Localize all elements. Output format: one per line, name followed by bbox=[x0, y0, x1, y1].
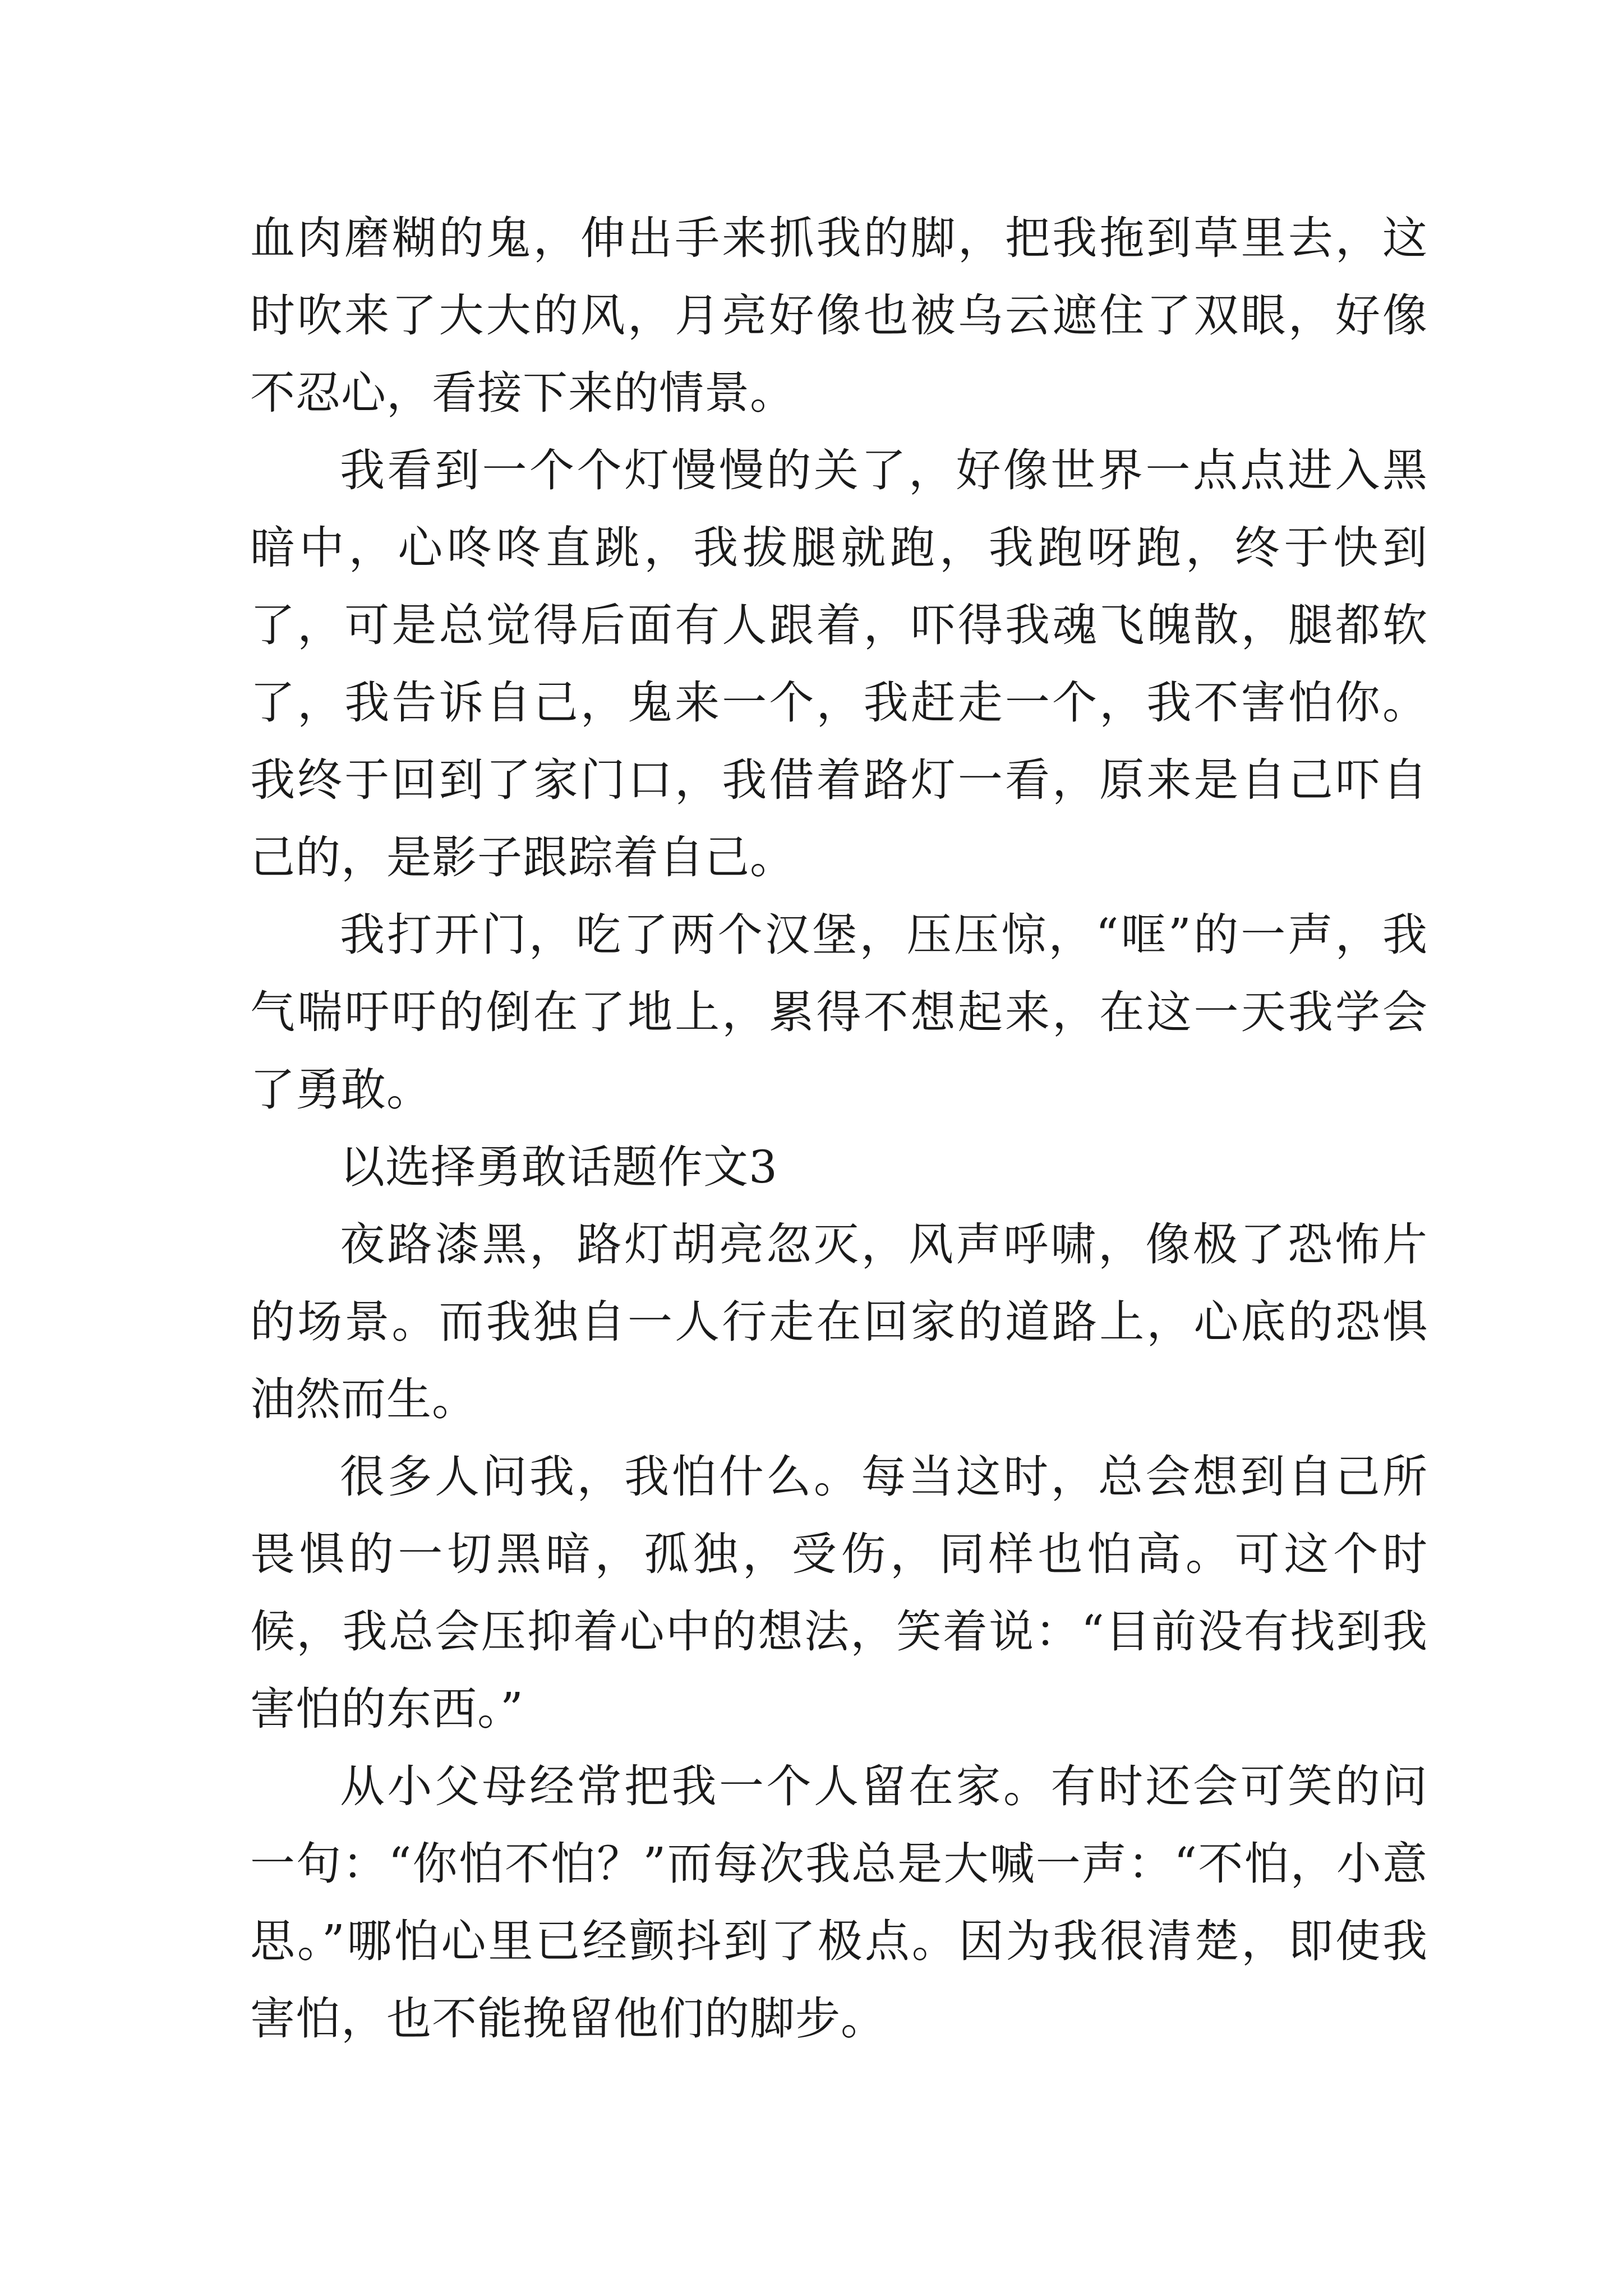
paragraph: 从小父母经常把我一个人留在家。有时还会可笑的问一句：“你怕不怕？”而每次我总是大喊一声：“不怕，小意思。”哪怕心里已经颤抖到了极点。因为我很清楚，即使我害怕，也不能挽留他们的脚步。 bbox=[250, 1760, 1428, 2045]
paragraph: 我看到一个个灯慢慢的关了，好像世界一点点进入黑暗中，心咚咚直跳，我拔腿就跑，我跑呀跑，终于快到了，可是总觉得后面有人跟着，吓得我魂飞魄散，腿都软了，我告诉自己，鬼来一个，我赶走一个，我不害怕你。我终于回到了家门口，我借着路灯一看，原来是自己吓自己的，是影子跟踪着自己。 bbox=[250, 444, 1428, 884]
document-body bbox=[250, 200, 1428, 2058]
paragraph-continuation: 血肉磨糊的鬼，伸出手来抓我的脚，把我拖到草里去，这时吹来了大大的风，月亮好像也被乌云遮住了双眼，好像不忍心，看接下来的情景。 bbox=[250, 212, 1428, 419]
paragraph: 很多人问我，我怕什么。每当这时，总会想到自己所畏惧的一切黑暗，孤独，受伤，同样也怕高。可这个时候，我总会压抑着心中的想法，笑着说：“目前没有找到我害怕的东西。” bbox=[250, 1451, 1428, 1735]
paragraph: 夜路漆黑，路灯胡亮忽灭，风声呼啸，像极了恐怖片的场景。而我独自一人行走在回家的道路上，心底的恐惧油然而生。 bbox=[250, 1218, 1428, 1425]
section-heading: 以选择勇敢话题作文3 bbox=[340, 1141, 778, 1193]
paragraph: 我打开门，吃了两个汉堡，压压惊，“哐”的一声，我气喘吁吁的倒在了地上，累得不想起来，在这一天我学会了勇敢。 bbox=[250, 909, 1428, 1116]
